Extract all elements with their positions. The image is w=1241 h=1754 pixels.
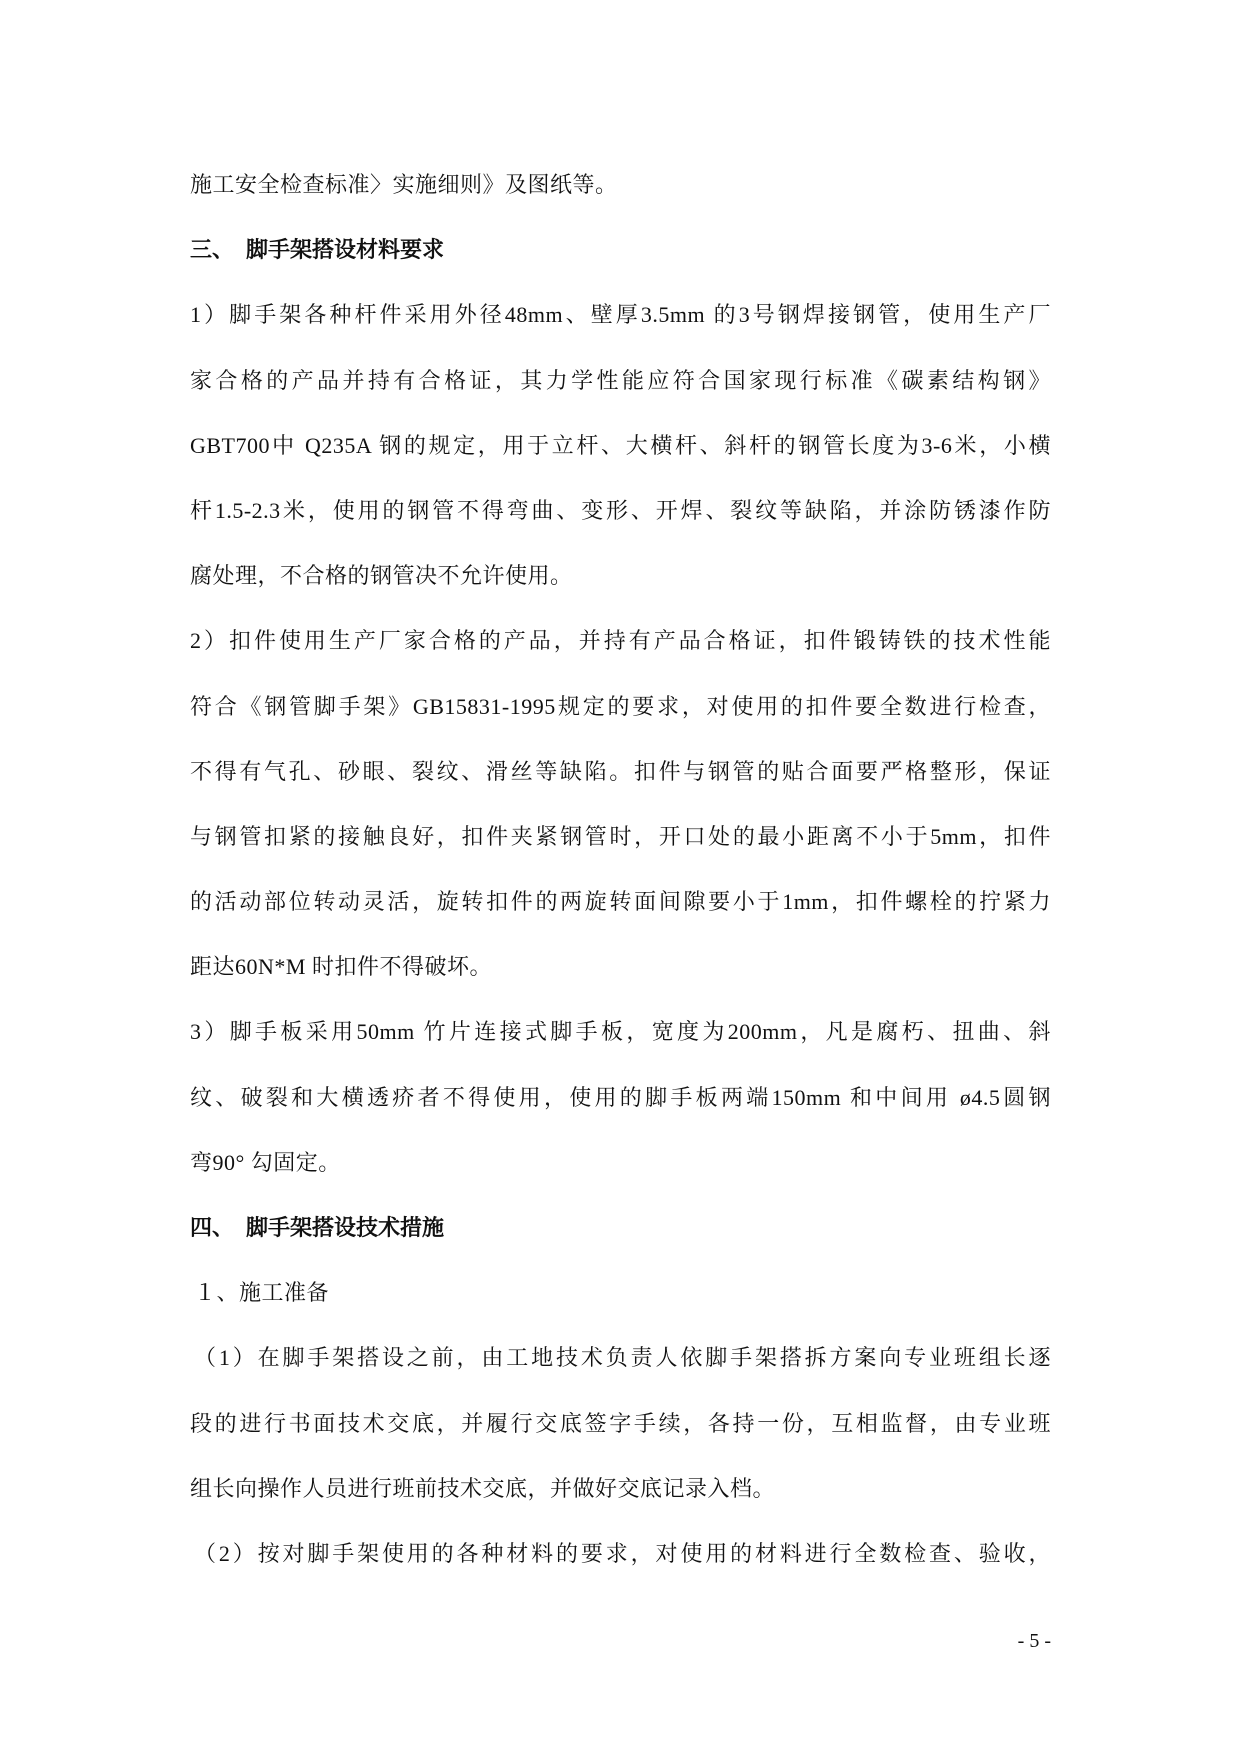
section-title: 脚手架搭设技术措施 — [246, 1215, 445, 1240]
paragraph-line: 组长向操作人员进行班前技术交底，并做好交底记录入档。 — [190, 1475, 776, 1501]
section-heading — [190, 217, 1051, 282]
paragraph-line: 施工安全检查标准〉实施细则》及图纸等。 — [190, 172, 618, 197]
paragraph-line: 2）扣件使用生产厂家合格的产品，并持有产品合格证，扣件锻铸铁的技术性能 — [190, 628, 1051, 654]
paragraph-line: 的活动部位转动灵活，旋转扣件的两旋转面间隙要小于1mm，扣件螺栓的拧紧力 — [190, 889, 1051, 915]
paragraph-line: 3）脚手板采用50mm 竹片连接式脚手板，宽度为200mm，凡是腐朽、扭曲、斜 — [190, 1019, 1051, 1045]
paragraph-line: 纹、破裂和大横透疥者不得使用，使用的脚手板两端150mm 和中间用 ø4.5圆钢 — [190, 1084, 1051, 1110]
paragraph-line: 不得有气孔、砂眼、裂纹、滑丝等缺陷。扣件与钢管的贴合面要严格整形，保证 — [190, 758, 1051, 784]
paragraph-line: 段的进行书面技术交底，并履行交底签字手续，各持一份，互相监督，由专业班 — [190, 1410, 1051, 1436]
paragraph-line: 家合格的产品并持有合格证，其力学性能应符合国家现行标准《碳素结构钢》 — [190, 367, 1051, 393]
paragraph-line: （2）按对脚手架使用的各种材料的要求，对使用的材料进行全数检查、验收， — [194, 1540, 1051, 1566]
paragraph-line: 符合《钢管脚手架》GB15831-1995规定的要求，对使用的扣件要全数进行检查， — [190, 693, 1051, 719]
subsection-heading: １、施工准备 — [194, 1280, 330, 1306]
paragraph-line: （1）在脚手架搭设之前，由工地技术负责人依脚手架搭拆方案向专业班组长逐 — [194, 1345, 1051, 1371]
paragraph-line: 弯90° 勾固定。 — [190, 1149, 341, 1175]
paragraph-line: GBT700中 Q235A 钢的规定，用于立杆、大横杆、斜杆的钢管长度为3-6米，小横 — [190, 432, 1051, 458]
document-body — [190, 152, 1051, 1586]
section-heading — [190, 1195, 1051, 1260]
paragraph-line: 腐处理，不合格的钢管决不允许使用。 — [190, 563, 573, 589]
section-number: 三、 — [190, 237, 235, 263]
paragraph-line: 杆1.5-2.3米，使用的钢管不得弯曲、变形、开焊、裂纹等缺陷，并涂防锈漆作防 — [190, 497, 1051, 523]
section-number: 四、 — [190, 1215, 235, 1240]
section-title: 脚手架搭设材料要求 — [246, 237, 445, 263]
page-number: - 5 - — [1017, 1630, 1051, 1652]
paragraph-line: 与钢管扣紧的接触良好，扣件夹紧钢管时，开口处的最小距离不小于5mm，扣件 — [190, 823, 1051, 849]
paragraph-line: 距达60N*M 时扣件不得破坏。 — [190, 954, 492, 980]
paragraph-line: 1）脚手架各种杆件采用外径48mm、壁厚3.5mm 的3号钢焊接钢管，使用生产厂 — [190, 302, 1051, 328]
